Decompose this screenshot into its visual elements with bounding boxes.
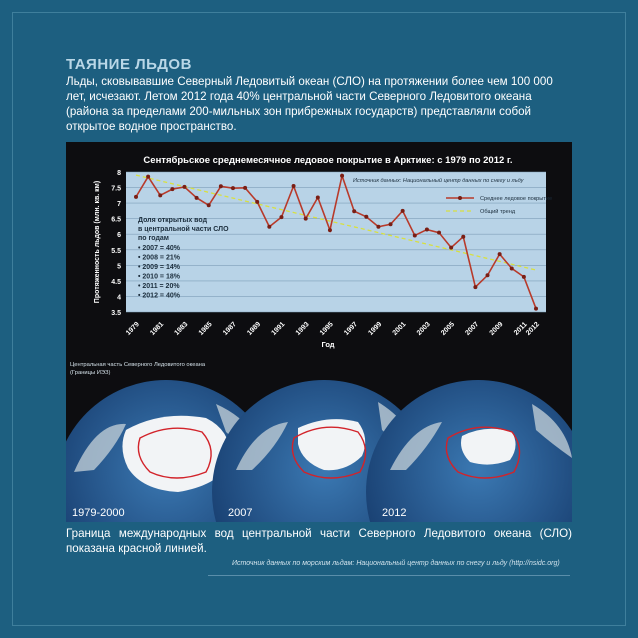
annotation-heading: Доля открытых вод [138,217,208,224]
source-divider [208,575,570,576]
chart-svg [66,142,572,352]
data-point [389,222,393,226]
data-point [364,215,368,219]
legend-series-label: Среднее ледовое покрытие [480,196,553,202]
x-tick-label: 1989 [246,320,263,337]
x-tick-label: 2001 [391,320,408,337]
data-point [304,217,308,221]
legend-source: Источник данных: Национальный центр данных по снегу и льду [353,178,524,184]
data-point [146,175,150,179]
y-tick-label: 7 [117,201,121,209]
x-tick-label: 1983 [173,320,190,337]
data-point [498,252,502,256]
data-point [328,228,332,232]
annotation-item: • 2010 = 18% [138,273,180,281]
x-tick-label: 2011 [512,321,529,337]
x-tick-label: 2012 [524,320,541,337]
map-year-1979-2000: 1979-2000 [72,507,125,519]
data-point [170,187,174,191]
x-tick-label: 1979 [124,320,141,337]
annotation-item: • 2007 = 40% [138,245,180,252]
y-tick-label: 5 [117,263,121,271]
data-point [182,185,186,189]
data-point [292,184,296,188]
source-note: Источник данных по морским льдам: Национальный центр данных по снегу и льду (http://nsidc.org) [232,560,560,567]
data-point [158,193,162,197]
x-tick-label: 1985 [197,320,214,337]
map-year-2007: 2007 [228,507,253,519]
data-point [461,235,465,239]
x-tick-label: 1999 [367,320,384,337]
data-point [195,196,199,200]
data-point [279,215,283,219]
x-axis-label: Год [321,340,335,349]
x-tick-label: 2009 [488,320,505,337]
y-tick-label: 5.5 [111,247,121,255]
page-title: ТАЯНИЕ ЛЬДОВ [66,56,192,73]
annotation-item: • 2011 = 20% [138,283,180,290]
annotation-item: • 2012 = 40% [138,292,180,300]
plot-area [126,172,546,312]
data-point [413,233,417,237]
data-point [486,273,490,277]
x-tick-label: 1987 [221,320,238,337]
maps-svg [66,352,572,522]
legend-series-marker [458,196,462,200]
data-point [340,174,344,178]
data-point [255,200,259,204]
annotation-heading: в центральной части СЛО [138,226,229,233]
data-point [134,195,138,199]
y-tick-label: 6.5 [111,216,121,224]
map-label-sub: (Границы ИЭЗ) [70,370,111,376]
arctic-maps [66,352,572,522]
annotation-item: • 2008 = 21% [138,254,180,262]
x-tick-label: 1981 [149,320,166,337]
data-point [425,228,429,232]
sea-ice-chart [66,142,572,352]
x-tick-label: 1995 [318,320,335,337]
y-axis-label: Протяженность льдов (млн. кв. км) [94,180,101,304]
map-label: Центральная часть Северного Ледовитого океана [70,362,206,368]
y-tick-label: 7.5 [111,185,121,193]
x-tick-label: 2005 [440,320,457,337]
y-tick-label: 4 [117,294,121,302]
lead-paragraph: Льды, сковывавшие Северный Ледовитый океан (СЛО) на протяжении более чем 100 000 лет, исчезают. Летом 2012 года 40% центральной части Северного Ледовитого океана (района за пределами 200-мильных зон прибрежных государств) представляли собой открытое водное пространство. [66,75,553,133]
x-tick-label: 1991 [270,320,287,337]
legend-trend-label: Общий тренд [480,209,516,215]
x-tick-label: 2007 [464,320,481,337]
map-caption: Граница международных вод центральной части Северного Ледовитого океана (СЛО) показана красной линией. [66,527,572,555]
data-point [376,225,380,229]
annotation-item: • 2009 = 14% [138,264,180,271]
x-tick-label: 1993 [294,320,311,337]
chart-title: Сентябрьское среднемесячное ледовое покрытие в Арктике: с 1979 по 2012 г. [143,155,513,166]
x-tick-labels [125,321,541,337]
data-point [243,186,247,190]
x-tick-label: 1997 [343,320,360,337]
data-point [219,184,223,188]
y-tick-labels [111,170,121,317]
data-point [437,231,441,235]
data-point [231,186,235,190]
data-point [449,246,453,250]
data-point [473,285,477,289]
map-year-2012: 2012 [382,507,407,519]
annotation-heading: по годам [138,235,169,242]
x-tick-label: 2003 [415,320,432,337]
data-point [352,209,356,213]
data-point [316,196,320,200]
y-tick-label: 4.5 [111,278,121,286]
data-point [522,275,526,279]
data-point [207,203,211,207]
data-point [534,307,538,311]
data-point [267,225,271,229]
y-tick-label: 3.5 [111,310,121,317]
data-point [510,266,514,270]
map-2012 [366,380,572,522]
y-tick-label: 6 [117,232,121,240]
data-point [401,209,405,213]
y-tick-label: 8 [117,170,121,177]
